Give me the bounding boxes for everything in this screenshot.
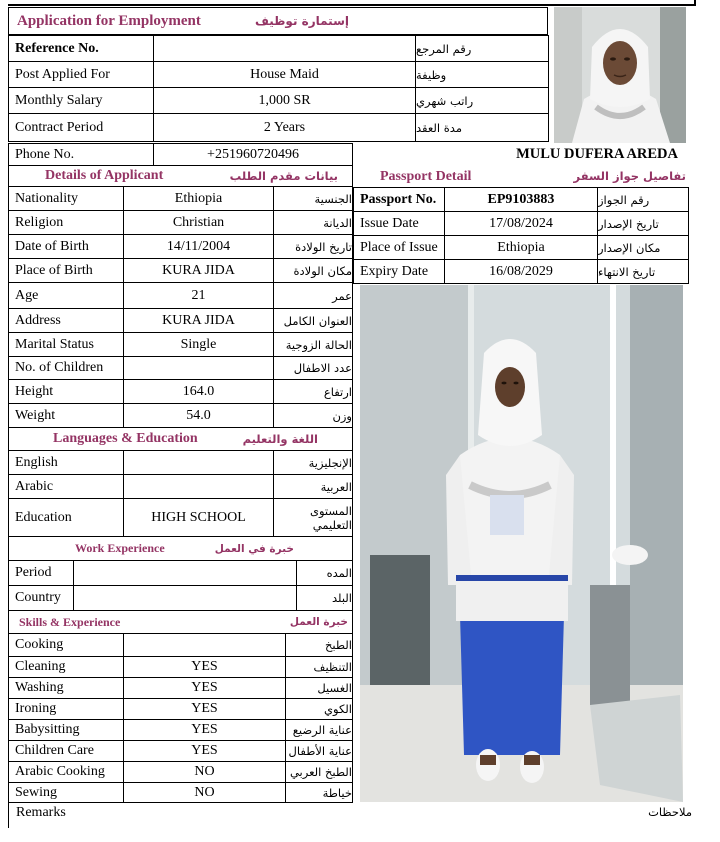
details-row-value: Ethiopia <box>123 186 274 211</box>
english-value <box>123 450 274 475</box>
arabic-value <box>123 474 274 499</box>
details-row-label: Religion <box>8 210 124 235</box>
passport-row-value: Ethiopia <box>444 235 598 260</box>
passport-header <box>380 169 686 187</box>
country-label: Country <box>8 585 74 611</box>
details-row-label-ar: مكان الولادة <box>273 258 353 283</box>
skills-row-label-ar: التنظيف <box>285 656 353 678</box>
title-en: Application for Employment <box>17 12 201 29</box>
phone-label: Phone No. <box>8 143 154 166</box>
education-label-ar <box>273 498 353 537</box>
details-row-value: 21 <box>123 282 274 309</box>
details-row-label: Date of Birth <box>8 234 124 259</box>
languages-title-en: Languages & Education <box>53 431 198 446</box>
post-label: Post Applied For <box>8 61 154 88</box>
languages-header <box>8 427 353 451</box>
passport-row-label: Passport No. <box>353 187 445 212</box>
work-header <box>8 536 353 561</box>
details-row-label-ar: الديانة <box>273 210 353 235</box>
contract-value: 2 Years <box>153 113 416 142</box>
salary-label-ar: راتب شهري <box>415 87 549 114</box>
details-row-label-ar: الجنسية <box>273 186 353 211</box>
passport-row-value: 16/08/2029 <box>444 259 598 284</box>
details-row-label-ar: العنوان الكامل <box>273 308 353 333</box>
skills-row-value <box>123 633 286 657</box>
languages-title-ar: اللغة والتعليم <box>242 432 318 446</box>
passport-row-label-ar: رقم الجواز <box>597 187 689 212</box>
passport-row-value: 17/08/2024 <box>444 211 598 236</box>
skills-row-value: NO <box>123 782 286 803</box>
education-value: HIGH SCHOOL <box>123 498 274 537</box>
period-label-ar: المده <box>296 560 353 586</box>
skills-row-value: YES <box>123 698 286 720</box>
passport-row-label-ar: تاريخ الإصدار <box>597 211 689 236</box>
skills-row-label: Washing <box>8 677 124 699</box>
skills-row-label: Cleaning <box>8 656 124 678</box>
skills-row-value: NO <box>123 761 286 783</box>
passport-row-label-ar: تاريخ الانتهاء <box>597 259 689 284</box>
passport-title-ar: تفاصيل جواز السفر <box>573 169 686 183</box>
post-value: House Maid <box>153 61 416 88</box>
skills-row-label-ar: الكوي <box>285 698 353 720</box>
remarks-label-ar: ملاحظات <box>648 805 692 819</box>
details-row-label-ar: وزن <box>273 403 353 428</box>
work-title-en: Work Experience <box>75 541 165 555</box>
skills-row-label: Ironing <box>8 698 124 720</box>
details-row-label: Address <box>8 308 124 333</box>
remarks-left-border <box>8 802 9 828</box>
skills-header <box>8 610 353 634</box>
face-photo <box>554 7 686 143</box>
full-body-photo <box>360 285 683 802</box>
arabic-label: Arabic <box>8 474 124 499</box>
details-row-value: KURA JIDA <box>123 258 274 283</box>
details-row-label-ar: ارتفاع <box>273 379 353 404</box>
education-label: Education <box>8 498 124 537</box>
country-value <box>73 585 297 611</box>
details-title-en: Details of Applicant <box>45 168 164 183</box>
details-row-label: Place of Birth <box>8 258 124 283</box>
top-border <box>8 4 696 6</box>
passport-row-label: Place of Issue <box>353 235 445 260</box>
details-row-value: KURA JIDA <box>123 308 274 333</box>
education-label-ar-line2: التعليمي <box>312 517 352 532</box>
contract-label: Contract Period <box>8 113 154 142</box>
details-row-label: Nationality <box>8 186 124 211</box>
arabic-label-ar: العربية <box>273 474 353 499</box>
passport-row-label-ar: مكان الإصدار <box>597 235 689 260</box>
period-label: Period <box>8 560 74 586</box>
details-row-label: Height <box>8 379 124 404</box>
skills-row-label-ar: عناية الأطفال <box>285 740 353 762</box>
english-label-ar: الإنجليزية <box>273 450 353 475</box>
details-row-value: 54.0 <box>123 403 274 428</box>
reference-label-ar: رقم المرجع <box>415 35 549 62</box>
skills-row-label: Sewing <box>8 782 124 803</box>
reference-value <box>153 35 416 62</box>
passport-row-label: Issue Date <box>353 211 445 236</box>
details-row-label-ar: تاريخ الولادة <box>273 234 353 259</box>
reference-label: Reference No. <box>8 35 154 62</box>
details-row-label-ar: عدد الاطفال <box>273 356 353 380</box>
application-title <box>8 7 548 35</box>
passport-title-en: Passport Detail <box>380 169 472 184</box>
skills-row-label-ar: خياطة <box>285 782 353 803</box>
skills-row-label-ar: عناية الرضيع <box>285 719 353 741</box>
country-label-ar: البلد <box>296 585 353 611</box>
skills-row-label: Cooking <box>8 633 124 657</box>
skills-title-en: Skills & Experience <box>19 614 121 629</box>
details-row-value: 164.0 <box>123 379 274 404</box>
details-title-ar: بيانات مقدم الطلب <box>229 169 338 183</box>
skills-row-value: YES <box>123 656 286 678</box>
details-row-label-ar: عمر <box>273 282 353 309</box>
details-row-value: Christian <box>123 210 274 235</box>
post-label-ar: وظيفة <box>415 61 549 88</box>
skills-row-label-ar: الغسيل <box>285 677 353 699</box>
details-row-value: Single <box>123 332 274 357</box>
period-value <box>73 560 297 586</box>
passport-row-label: Expiry Date <box>353 259 445 284</box>
applicant-name: MULU DUFERA AREDA <box>516 146 678 162</box>
salary-value: 1,000 SR <box>153 87 416 114</box>
skills-row-label: Children Care <box>8 740 124 762</box>
right-border <box>694 0 696 6</box>
skills-row-label: Babysitting <box>8 719 124 741</box>
details-row-value <box>123 356 274 380</box>
education-label-ar-line1: المستوى <box>309 503 352 518</box>
work-title-ar: خبرة في العمل <box>214 542 294 555</box>
phone-value: +251960720496 <box>153 143 353 166</box>
details-row-label: Weight <box>8 403 124 428</box>
title-ar: إستمارة توظيف <box>254 14 349 28</box>
passport-row-value: EP9103883 <box>444 187 598 212</box>
skills-row-value: YES <box>123 740 286 762</box>
skills-title-ar: خبرة العمل <box>289 616 348 628</box>
contract-label-ar: مدة العقد <box>415 113 549 142</box>
details-header <box>8 165 353 187</box>
skills-row-value: YES <box>123 719 286 741</box>
skills-row-label-ar: الطبخ <box>285 633 353 657</box>
details-row-label: Marital Status <box>8 332 124 357</box>
details-row-label-ar: الحالة الزوجية <box>273 332 353 357</box>
english-label: English <box>8 450 124 475</box>
details-row-label: No. of Children <box>8 356 124 380</box>
skills-row-label-ar: الطبخ العربي <box>285 761 353 783</box>
salary-label: Monthly Salary <box>8 87 154 114</box>
remarks-label: Remarks <box>16 805 66 820</box>
skills-row-value: YES <box>123 677 286 699</box>
details-row-value: 14/11/2004 <box>123 234 274 259</box>
skills-row-label: Arabic Cooking <box>8 761 124 783</box>
details-row-label: Age <box>8 282 124 309</box>
